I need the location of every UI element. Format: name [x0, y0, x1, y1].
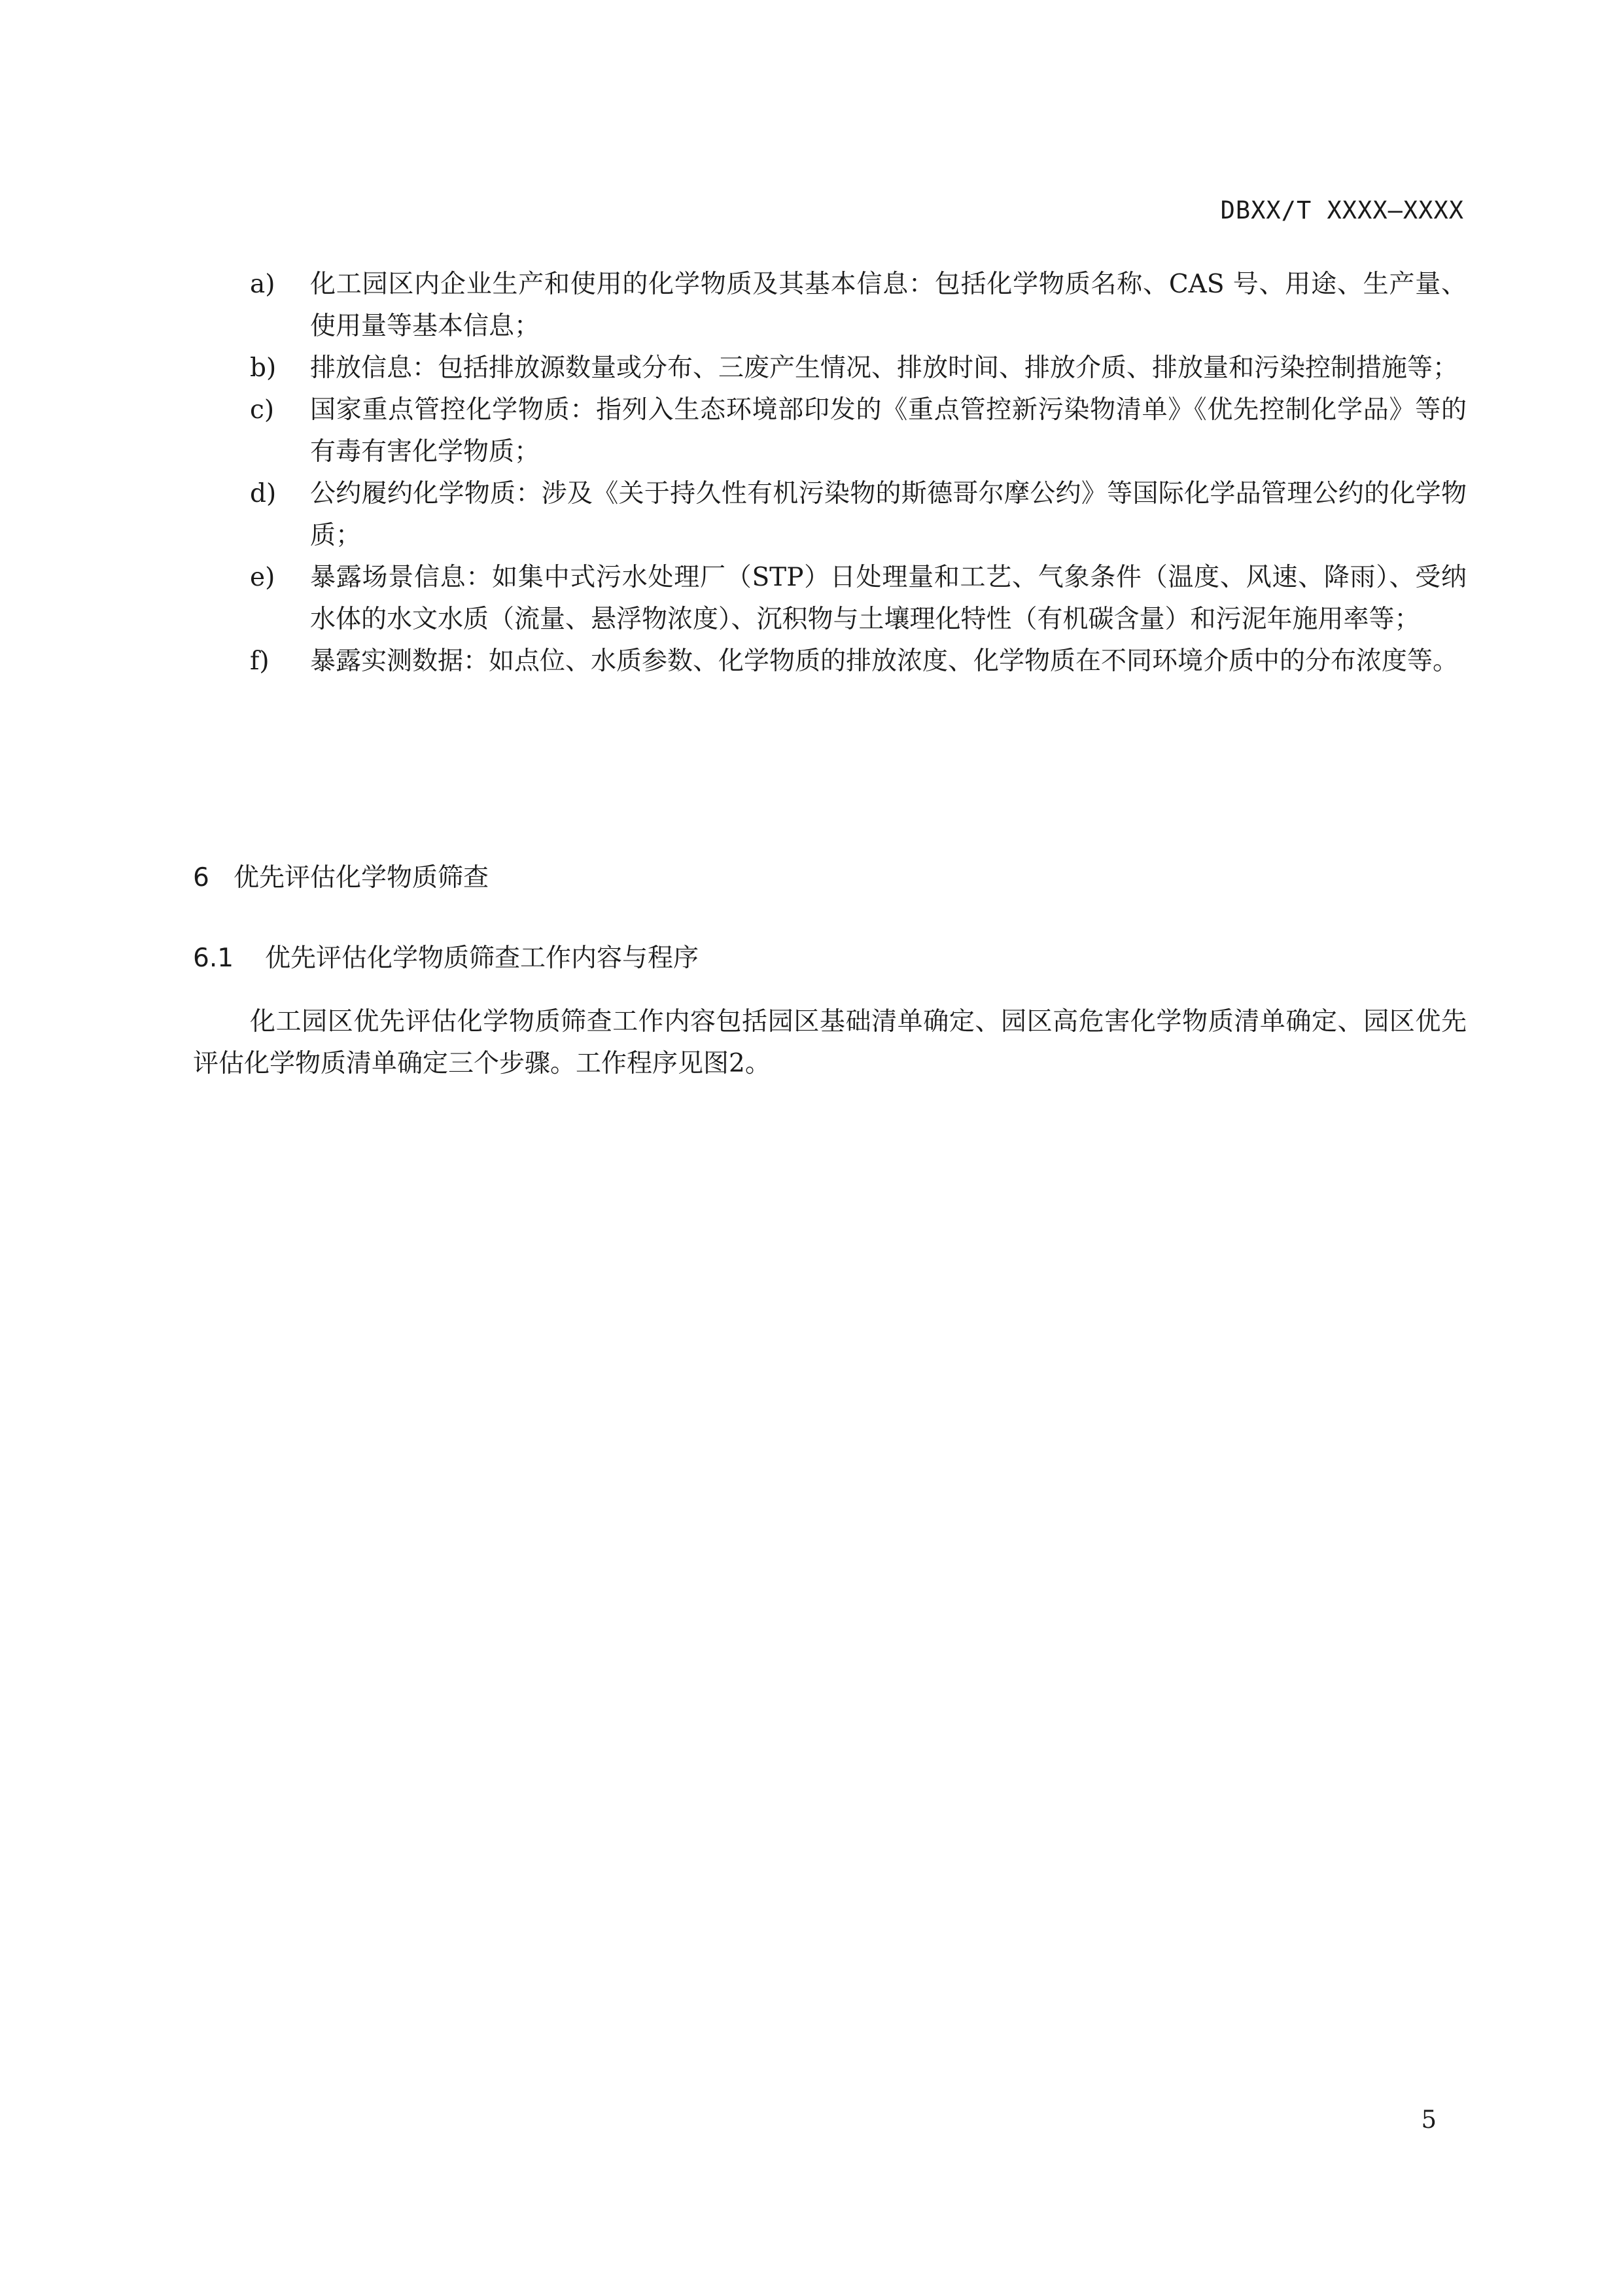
- list-marker: d): [250, 479, 277, 508]
- section-number: 6: [193, 863, 209, 892]
- list-item-d: [250, 473, 1467, 557]
- list-item-text: 国家重点管控化学物质：指列入生态环境部印发的《重点管控新污染物清单》《优先控制化学品》等的有毒有害化学物质；: [310, 395, 1467, 467]
- body-paragraph: 化工园区优先评估化学物质筛查工作内容包括园区基础清单确定、园区高危害化学物质清单确定、园区优先评估化学物质清单确定三个步骤。工作程序见图2。: [193, 1007, 1467, 1078]
- list-item-text: 公约履约化学物质：涉及《关于持久性有机污染物的斯德哥尔摩公约》等国际化学品管理公约的化学物质；: [310, 479, 1467, 550]
- subsection-number: 6.1: [193, 944, 234, 973]
- subsection-heading: [193, 938, 699, 980]
- list-item-f: [250, 641, 1467, 682]
- list-item-text: 暴露场景信息：如集中式污水处理厂（STP）日处理量和工艺、气象条件（温度、风速、降雨）、受纳水体的水文水质（流量、悬浮物浓度）、沉积物与土壤理化特性（有机碳含量）和污泥年施用率等；: [310, 563, 1467, 634]
- information-list: [250, 264, 1467, 682]
- list-item-e: [250, 557, 1467, 641]
- list-marker: c): [250, 395, 275, 425]
- section-heading: [193, 857, 489, 899]
- list-item-a: [250, 264, 1467, 347]
- section-title: 优先评估化学物质筛查: [234, 863, 489, 892]
- list-marker: b): [250, 353, 277, 383]
- subsection-title: 优先评估化学物质筛查工作内容与程序: [265, 944, 699, 973]
- list-marker: a): [250, 270, 275, 299]
- page-number: 5: [1421, 2106, 1437, 2134]
- list-item-c: [250, 389, 1467, 473]
- document-code-header: DBXX/T XXXX—XXXX: [1220, 196, 1464, 224]
- list-marker: f): [250, 646, 270, 676]
- list-item-text: 暴露实测数据：如点位、水质参数、化学物质的排放浓度、化学物质在不同环境介质中的分布浓度等。: [310, 646, 1459, 676]
- list-item-text: 排放信息：包括排放源数量或分布、三废产生情况、排放时间、排放介质、排放量和污染控制措施等；: [310, 353, 1459, 383]
- list-item-b: [250, 347, 1467, 389]
- list-marker: e): [250, 563, 275, 592]
- list-item-text: 化工园区内企业生产和使用的化学物质及其基本信息：包括化学物质名称、CAS 号、用途、生产量、使用量等基本信息；: [310, 270, 1467, 341]
